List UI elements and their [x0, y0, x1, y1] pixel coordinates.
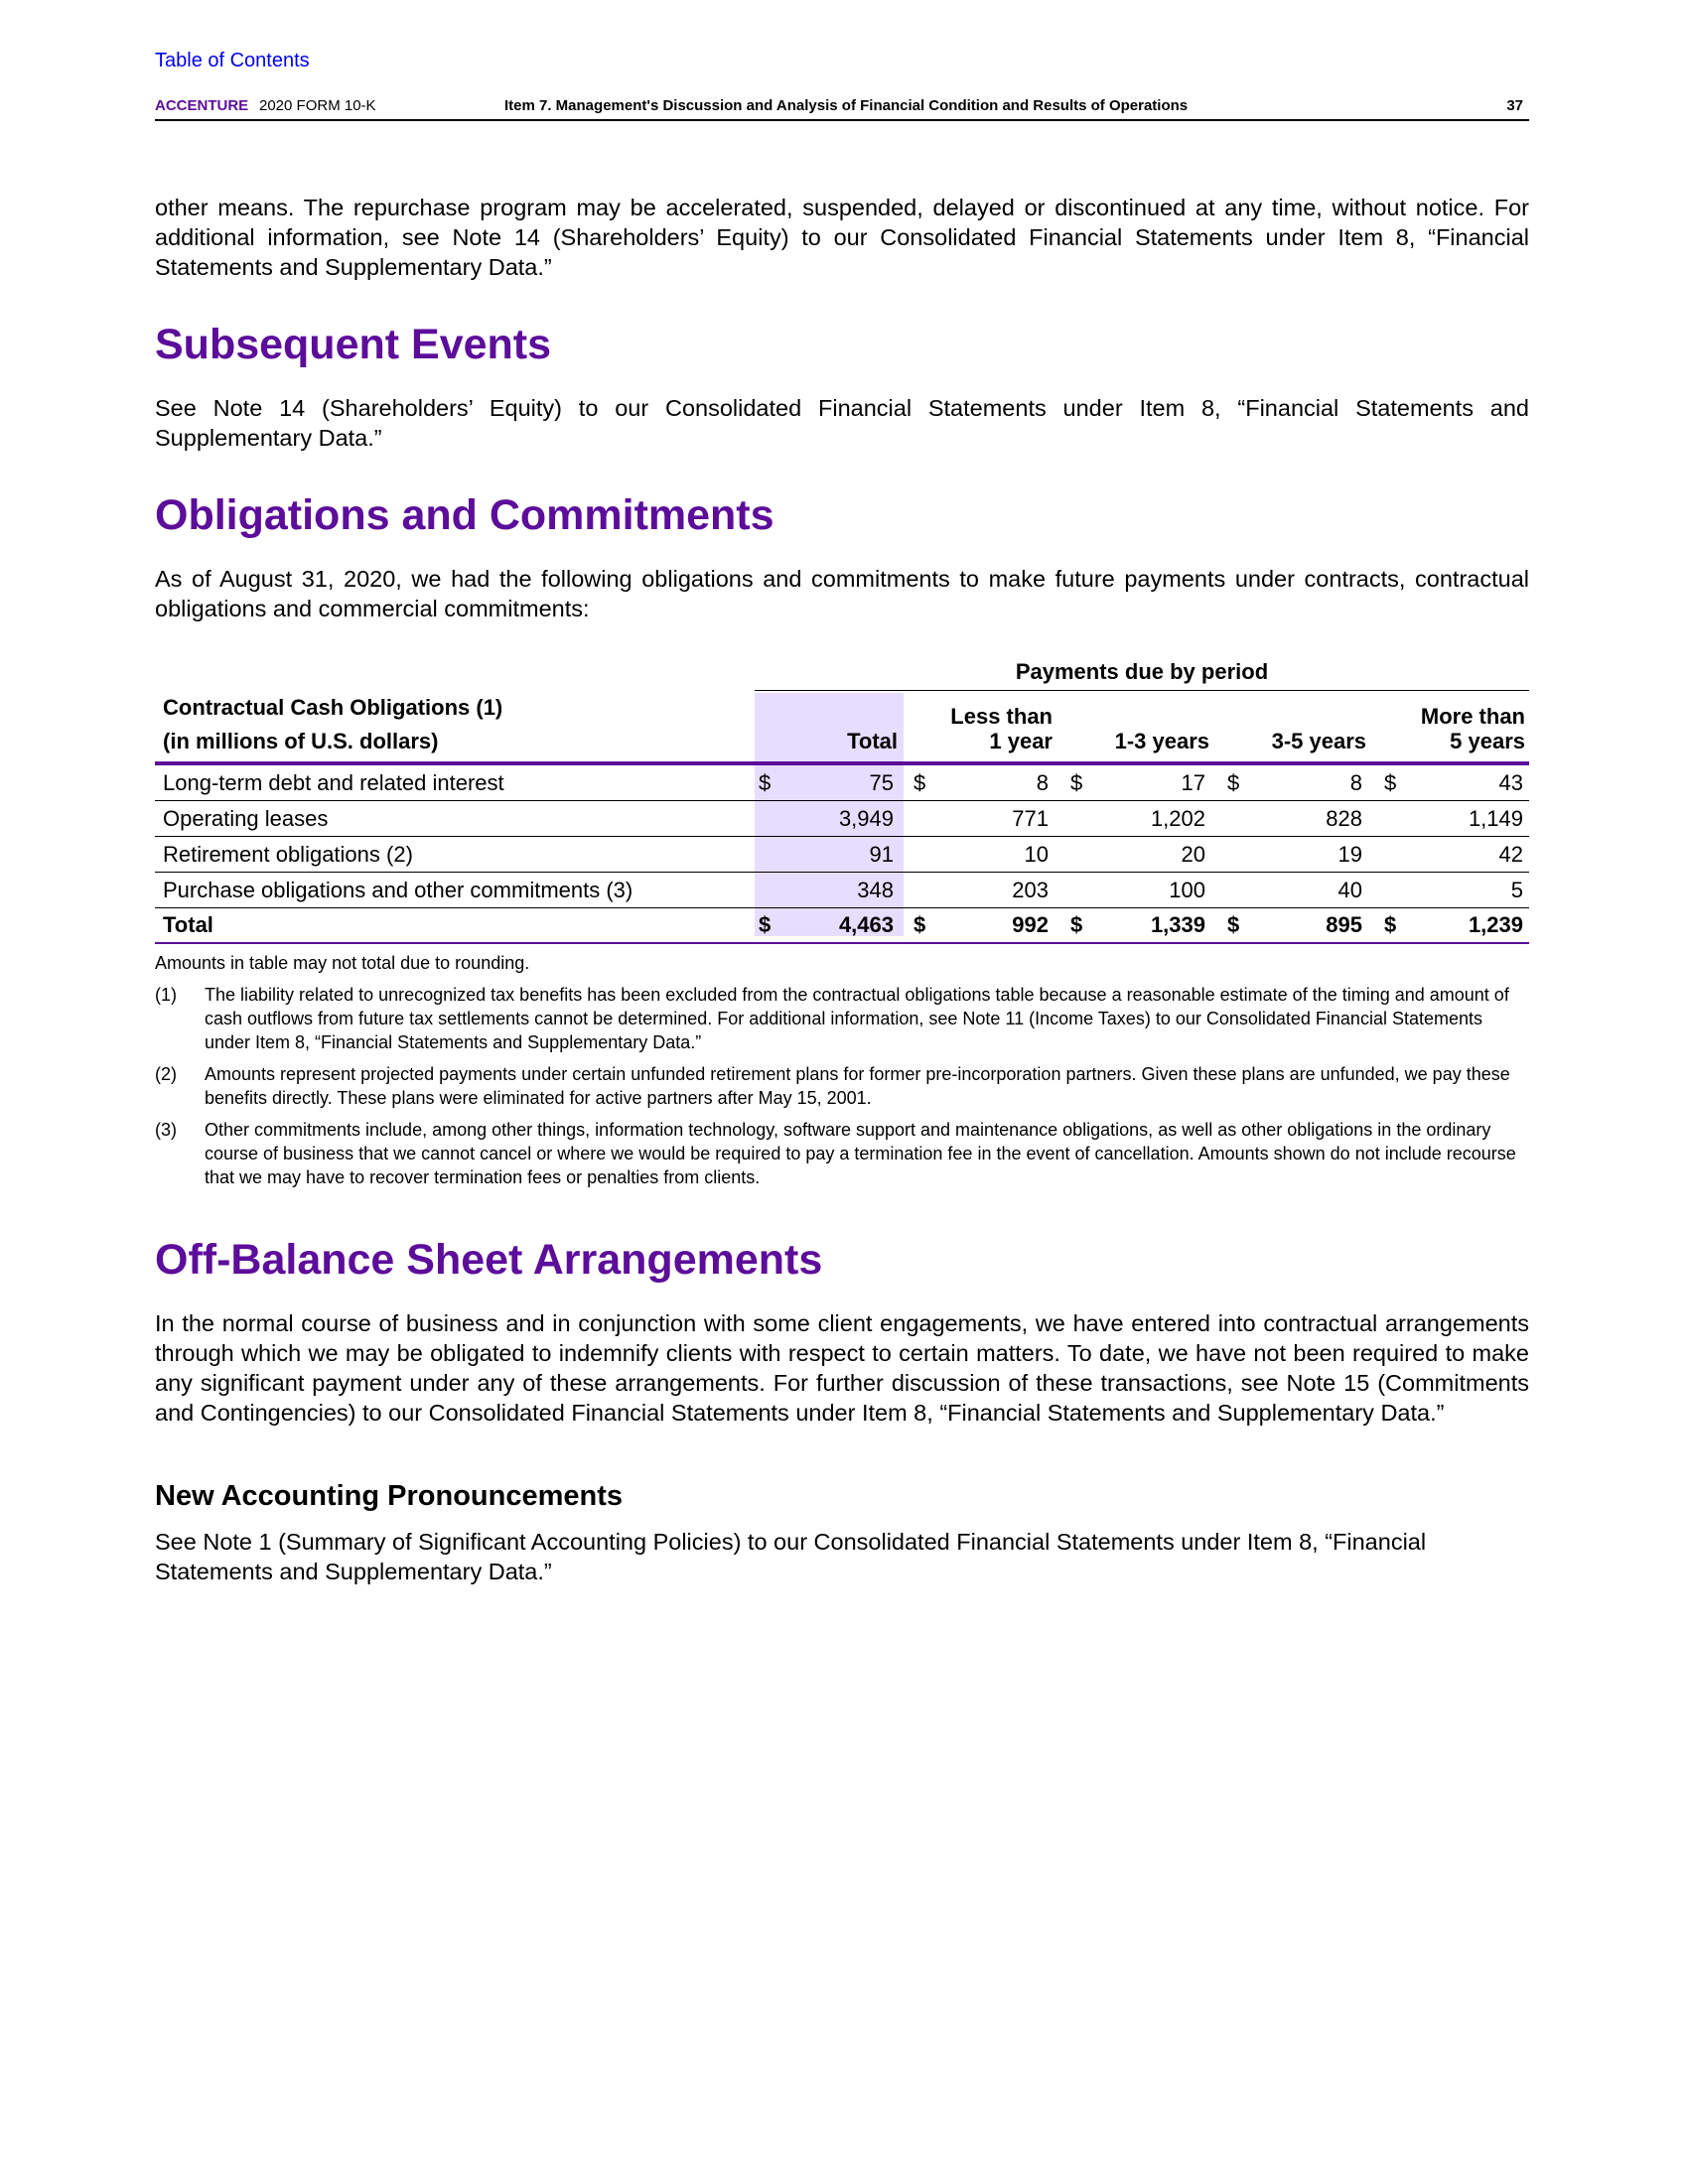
new-accounting-heading: New Accounting Pronouncements — [155, 1480, 624, 1512]
cell-lt1: 203 — [1012, 878, 1049, 902]
new-accounting-text: See Note 1 (Summary of Significant Accounting Policies) to our Consolidated Financial Statements under Item 8, “Financial Statements and Supplementary Data.” — [155, 1529, 1427, 1584]
form-name: 2020 FORM 10-K — [259, 97, 376, 114]
currency-sign: $ — [1384, 912, 1397, 937]
off-balance-text: In the normal course of business and in conjunction with some client engagements, we have entered into contractual arrangements through which we may be obligated to indemnify clients with respect to certain matters. To date, we have not been required to make any significant payment under any of these arrangements. For further discussion of these transactions, see Note 15 (Commitments and Contingencies) to our Consolidated Financial Statements under Item 8, “Financial Statements and Supplementary Data.” — [155, 1310, 1529, 1426]
subsequent-events-body — [155, 393, 1529, 453]
currency-sign: $ — [759, 770, 772, 795]
currency-sign: $ — [759, 912, 772, 937]
currency-sign: $ — [1227, 770, 1240, 795]
cell-gt5: 1,239 — [1468, 912, 1523, 937]
currency-sign: $ — [914, 912, 926, 937]
intro-paragraph-block — [155, 193, 1529, 282]
footnote-number: (1) — [155, 985, 177, 1005]
col-header-lt1-line2: 1 year — [989, 729, 1053, 753]
footnote-number: (2) — [155, 1064, 177, 1084]
footnote-text: Amounts represent projected payments under certain unfunded retirement plans for former pre-incorporation partners. Given these plans are unfunded, we pay these benefits directly. These plans were eliminated for active partners after May 15, 2001. — [205, 1064, 1510, 1108]
off-balance-heading: Off-Balance Sheet Arrangements — [155, 1236, 823, 1284]
footnote-text: Other commitments include, among other things, information technology, software support and maintenance obligations, as well as other obligations in the ordinary course of business that we cannot cancel or where we would be required to pay a termination fee in the event of cancellation. Amounts shown do not include recourse that we may have to recover termination fees or penalties from clients. — [205, 1120, 1516, 1187]
obligations-body — [155, 564, 1529, 623]
col-header-3-5: 3-5 years — [1271, 729, 1366, 753]
currency-sign: $ — [1384, 770, 1397, 795]
cell-total: 348 — [857, 878, 894, 902]
rounding-note: Amounts in table may not total due to rounding. — [155, 953, 530, 973]
intro-paragraph: other means. The repurchase program may be accelerated, suspended, delayed or discontinued at any time, without notice. For additional information, see Note 14 (Shareholders’ Equity) to our Consolidated Financial Statements under Item 8, “Financial Statements and Supplementary Data.” — [155, 195, 1529, 280]
col-header-1-3: 1-3 years — [1114, 729, 1209, 753]
obligations-heading: Obligations and Commitments — [155, 491, 774, 539]
new-accounting-body — [155, 1527, 1529, 1586]
currency-sign: $ — [914, 770, 926, 795]
new-accounting-section — [155, 1479, 1529, 1513]
cell-3-5: 895 — [1326, 912, 1362, 937]
brand-name: ACCENTURE — [155, 97, 249, 114]
obligations-table — [155, 659, 1529, 937]
table-row — [155, 765, 1529, 801]
obligations-section — [155, 490, 1529, 540]
cell-1-3: 100 — [1169, 878, 1205, 902]
footnote — [155, 983, 1529, 1054]
cell-lt1: 8 — [1036, 770, 1049, 795]
cell-1-3: 1,339 — [1150, 912, 1205, 937]
cell-total: 3,949 — [838, 806, 894, 831]
cell-gt5: 42 — [1498, 842, 1523, 867]
cell-1-3: 1,202 — [1150, 806, 1205, 831]
row-header-units: (in millions of U.S. dollars) — [163, 729, 439, 753]
table-notes — [155, 951, 1529, 1197]
table-total-row — [155, 907, 1529, 944]
subsequent-events-section — [155, 320, 1529, 369]
currency-sign: $ — [1070, 912, 1083, 937]
cell-total: 4,463 — [838, 912, 894, 937]
table-row — [155, 801, 1529, 837]
footnote-number: (3) — [155, 1120, 177, 1140]
cell-3-5: 19 — [1337, 842, 1362, 867]
cell-total: 91 — [869, 842, 894, 867]
cell-lt1: 771 — [1012, 806, 1049, 831]
col-header-total: Total — [847, 729, 898, 753]
payments-due-header: Payments due by period — [1015, 659, 1269, 684]
running-header — [155, 97, 1529, 121]
currency-sign: $ — [1227, 912, 1240, 937]
cell-gt5: 43 — [1498, 770, 1523, 795]
cell-lt1: 10 — [1024, 842, 1049, 867]
footnote — [155, 1118, 1529, 1189]
subsequent-events-heading: Subsequent Events — [155, 321, 552, 368]
cell-gt5: 5 — [1510, 878, 1523, 902]
table-row — [155, 837, 1529, 873]
footnote-text: The liability related to unrecognized tax benefits has been excluded from the contractual obligations table because a reasonable estimate of the timing and amount of cash outflows from future tax settlements cannot be determined. For additional information, see Note 11 (Income Taxes) to our Consolidated Financial Statements under Item 8, “Financial Statements and Supplementary Data.” — [205, 985, 1509, 1052]
group-header-rule — [755, 690, 1529, 691]
row-label: Operating leases — [163, 806, 329, 831]
col-header-lt1-line1: Less than — [950, 704, 1053, 729]
row-label: Purchase obligations and other commitments (3) — [163, 878, 633, 902]
col-header-gt5-line1: More than — [1420, 704, 1525, 729]
cell-gt5: 1,149 — [1468, 806, 1523, 831]
off-balance-section — [155, 1235, 1529, 1285]
table-row — [155, 873, 1529, 908]
footnote — [155, 1062, 1529, 1110]
currency-sign: $ — [1070, 770, 1083, 795]
row-header-title: Contractual Cash Obligations (1) — [163, 695, 503, 720]
cell-1-3: 20 — [1181, 842, 1205, 867]
cell-3-5: 8 — [1349, 770, 1362, 795]
obligations-text: As of August 31, 2020, we had the following obligations and commitments to make future payments under contracts, contractual obligations and commercial commitments: — [155, 566, 1529, 621]
row-label: Total — [163, 912, 213, 937]
cell-total: 75 — [869, 770, 894, 795]
cell-lt1: 992 — [1012, 912, 1049, 937]
row-label: Retirement obligations (2) — [163, 842, 413, 867]
cell-3-5: 40 — [1337, 878, 1362, 902]
page-number: 37 — [1506, 97, 1523, 114]
off-balance-body — [155, 1308, 1529, 1428]
col-header-gt5-line2: 5 years — [1450, 729, 1525, 753]
table-of-contents-link[interactable]: Table of Contents — [155, 50, 310, 71]
subsequent-events-text: See Note 14 (Shareholders’ Equity) to our Consolidated Financial Statements under Item 8, “Financial Statements and Supplementary Data.” — [155, 395, 1529, 451]
item-title: Item 7. Management's Discussion and Analysis of Financial Condition and Results of Operations — [504, 97, 1189, 114]
cell-1-3: 17 — [1181, 770, 1205, 795]
row-label: Long-term debt and related interest — [163, 770, 504, 795]
cell-3-5: 828 — [1326, 806, 1362, 831]
